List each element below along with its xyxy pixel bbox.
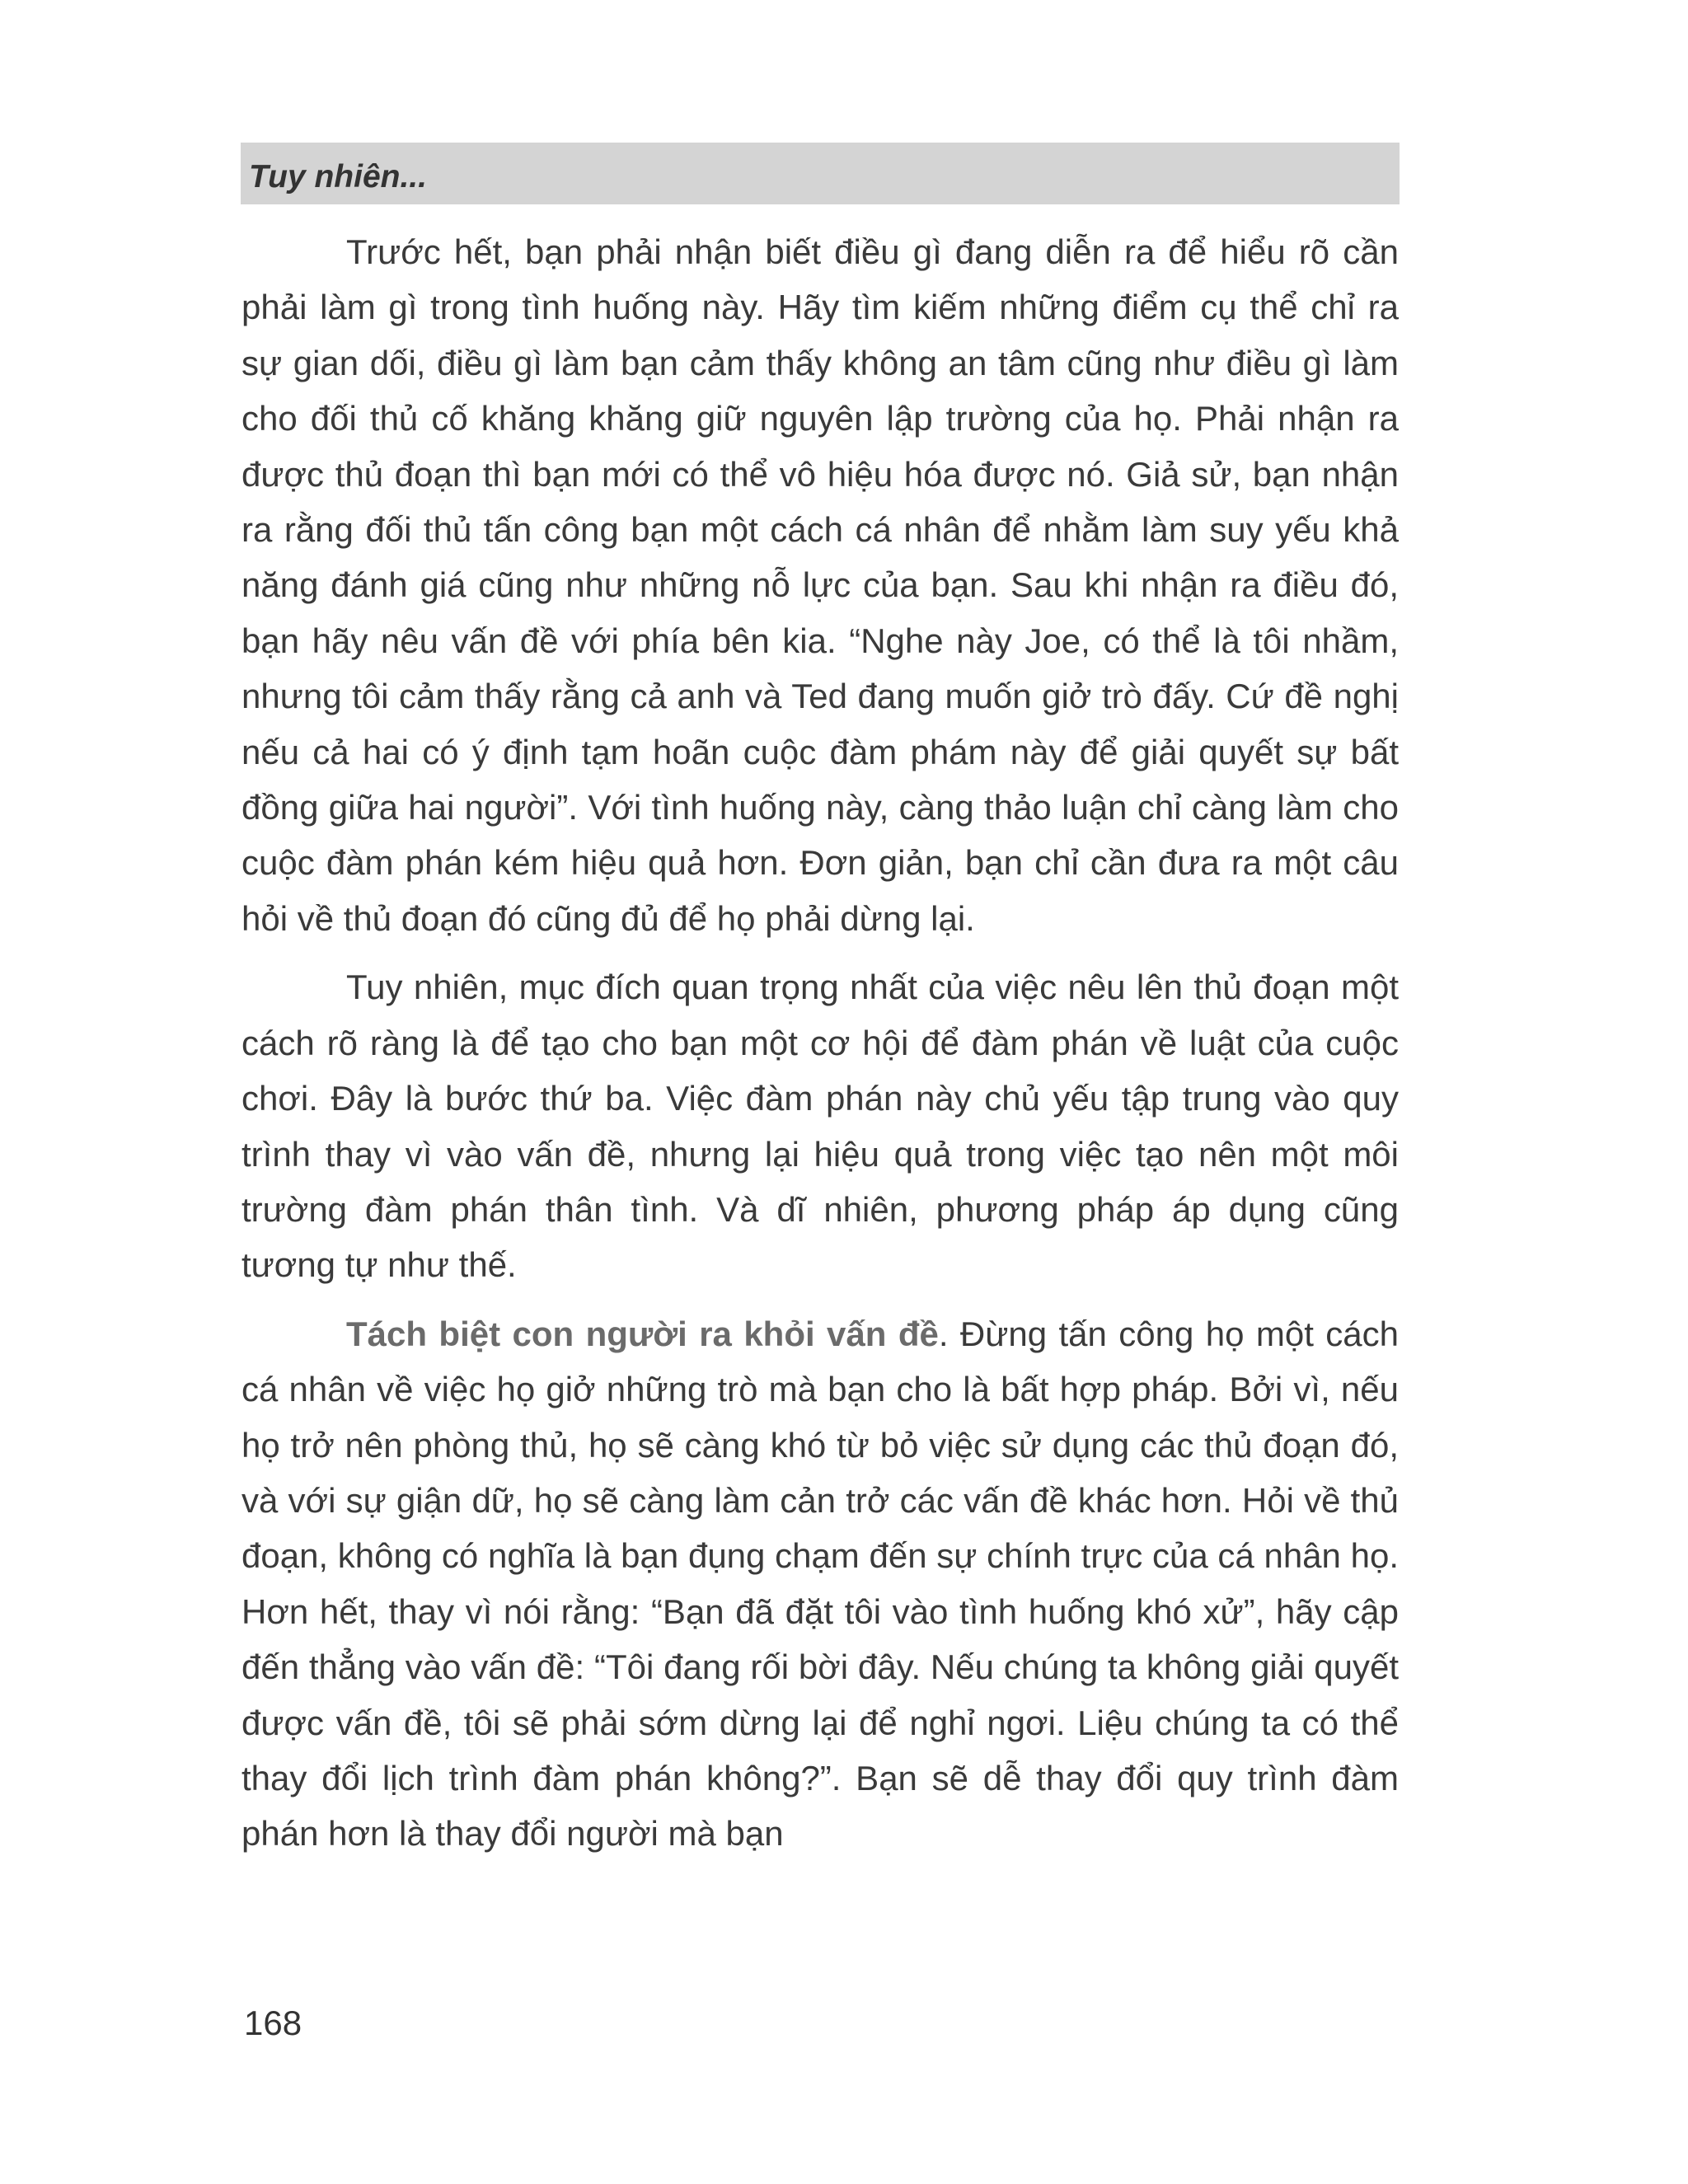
paragraph-3-body: . Đừng tấn công họ một cách cá nhân về việc họ giở những trò mà bạn cho là bất hợp pháp. Bởi vì, nếu họ trở nên phòng thủ, họ sẽ càng khó từ bỏ việc sử dụng các thủ đoạn đó, và với sự giận dữ, họ sẽ càng làm cản trở các vấn đề khác hơn. Hỏi về thủ đoạn, không có nghĩa là bạn đụng chạm đến sự chính trực của cá nhân họ. Hơn hết, thay vì nói rằng: “Bạn đã đặt tôi vào tình huống khó xử”, hãy cập đến thẳng vào vấn đề: “Tôi đang rối bời đây. Nếu chúng ta không giải quyết được vấn đề, tôi sẽ phải sớm dừng lại để nghỉ ngơi. Liệu chúng ta có thể thay đổi lịch trình đàm phán không?”. Bạn sẽ dễ thay đổi quy trình đàm phán hơn là thay đổi người mà bạn	[241, 1314, 1399, 1854]
paragraph-3	[241, 1306, 1399, 1862]
paragraph-3-lead: Tách biệt con người ra khỏi vấn đề	[346, 1314, 939, 1353]
section-header-bar	[241, 143, 1400, 204]
page-number: 168	[244, 2004, 302, 2042]
body-text	[241, 224, 1399, 1862]
paragraph-1: Trước hết, bạn phải nhận biết điều gì đang diễn ra để hiểu rõ cần phải làm gì trong tình huống này. Hãy tìm kiếm những điểm cụ thể chỉ ra sự gian dối, điều gì làm bạn cảm thấy không an tâm cũng như điều gì làm cho đối thủ cố khăng khăng giữ nguyên lập trường của họ. Phải nhận ra được thủ đoạn thì bạn mới có thể vô hiệu hóa được nó. Giả sử, bạn nhận ra rằng đối thủ tấn công bạn một cách cá nhân để nhằm làm suy yếu khả năng đánh giá cũng như những nỗ lực của bạn. Sau khi nhận ra điều đó, bạn hãy nêu vấn đề với phía bên kia. “Nghe này Joe, có thể là tôi nhầm, nhưng tôi cảm thấy rằng cả anh và Ted đang muốn giở trò đấy. Cứ đề nghị nếu cả hai có ý định tạm hoãn cuộc đàm phám này để giải quyết sự bất đồng giữa hai người”. Với tình huống này, càng thảo luận chỉ càng làm cho cuộc đàm phán kém hiệu quả hơn. Đơn giản, bạn chỉ cần đưa ra một câu hỏi về thủ đoạn đó cũng đủ để họ phải dừng lại.	[241, 232, 1399, 938]
section-title: Tuy nhiên...	[249, 158, 427, 194]
paragraph-2: Tuy nhiên, mục đích quan trọng nhất của việc nêu lên thủ đoạn một cách rõ ràng là để tạo cho bạn một cơ hội để đàm phán về luật của cuộc chơi. Đây là bước thứ ba. Việc đàm phán này chủ yếu tập trung vào quy trình thay vì vào vấn đề, nhưng lại hiệu quả trong việc tạo nên một môi trường đàm phán thân tình. Và dĩ nhiên, phương pháp áp dụng cũng tương tự như thế.	[241, 968, 1399, 1285]
